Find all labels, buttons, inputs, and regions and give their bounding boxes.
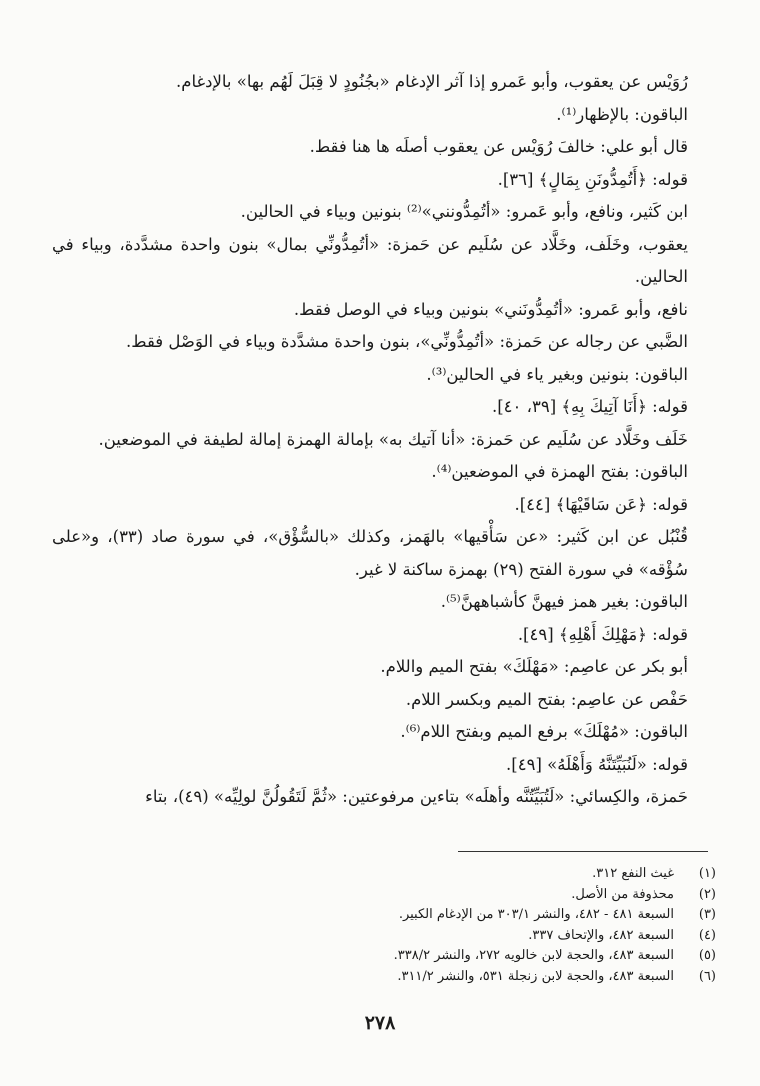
text-line: الباقون: بفتح الهمزة في الموضعين⁽⁴⁾.	[431, 462, 688, 481]
text-line: قُنْبُل عن ابن كَثير: «عن سَأْقيها» بالهَمز، وكذلك «بالسُّؤْق»، في سورة صاد (٣٣)، و«على سُؤْقه» في سورة الفتح (٢٩) بهمزة ساكنة لا غير.	[52, 527, 688, 579]
text-line: قوله: ﴿عَن سَاقَيْهَا﴾ [٤٤].	[514, 494, 688, 514]
body-text	[52, 66, 716, 814]
footnote-divider	[458, 851, 708, 852]
footnote-text: السبعة ٤٨٢، والإتحاف ٣٣٧.	[528, 927, 674, 943]
footnote	[52, 926, 716, 947]
text-line: قوله: ﴿أَنَا آتِيكَ بِهِ﴾ [٣٩، ٤٠].	[491, 397, 688, 416]
text-line: نافع، وأبو عَمرو: «أتُمِدُّونَني» بنونين وبياء في الوصل فقط.	[293, 299, 688, 319]
text-line: الباقون: بالإظهار⁽¹⁾.	[556, 104, 688, 124]
footnote	[52, 885, 716, 906]
text-line: رُوَيْس عن يعقوب، وأبو عَمرو إذا آثر الإدغام «بجُنُودٍ لا قِبَلَ لَهُم بها» بالإدغام.	[176, 72, 688, 91]
text-line: قوله: ﴿مَهْلِكَ أَهْلِهِ﴾ [٤٩].	[517, 624, 688, 644]
footnote-number: (٣)	[698, 907, 716, 922]
text-line: الباقون: بنونين وبغير ياء في الحالين⁽³⁾.	[426, 364, 688, 384]
footnote	[52, 905, 716, 926]
text-line: يعقوب، وخَلَف، وخَلَّاد عن سُلَيم عن حَمزة: «أتُمِدُّونِّي بمال» بنون واحدة مشدَّدة، وبياء في الحالين.	[52, 234, 688, 286]
footnote	[52, 946, 716, 967]
text-line: قوله: ﴿أَتُمِدُّونَنِ بِمَالٍ﴾ [٣٦].	[497, 169, 688, 189]
footnote-number: (٥)	[698, 948, 716, 963]
footnote-text: السبعة ٤٨١ - ٤٨٢، والنشر ٣٠٣/١ من الإدغام الكبير.	[398, 907, 674, 922]
text-line: خَلَف وخَلَّاد عن سُلَيم عن حَمزة: «أنا آتيك به» بإمالة الهمزة إمالة لطيفة في الموضعين.	[98, 429, 688, 449]
text-line: حَمزة، والكِسائي: «لَتُبَيِّتُنَّه وأهلَه» بتاءين مرفوعتين: «ثُمَّ لَتَقُولُنَّ لولِيِّه» (٤٩)، بتاء	[145, 787, 688, 806]
text-line: ابن كَثير، ونافع، وأبو عَمرو: «أتُمِدُّونني»⁽²⁾ بنونين وبياء في الحالين.	[240, 202, 688, 221]
text-line: الباقون: «مُهْلَكَ» برفع الميم وبفتح اللام⁽⁶⁾.	[400, 722, 688, 741]
page-number: ٢٧٨	[364, 1012, 396, 1034]
text-line: قال أبو علي: خالفَ رُوَيْس عن يعقوب أصلَه ها هنا فقط.	[309, 137, 688, 156]
text-line: أبو بكر عن عاصِم: «مَهْلَكَ» بفتح الميم واللام.	[380, 657, 688, 676]
footnote-number: (٤)	[698, 927, 716, 943]
text-line: قوله: «لَنُبَيِّتَنَّهُ وَأَهْلَهُ» [٤٩].	[506, 754, 688, 774]
footnotes	[52, 864, 716, 987]
footnote	[52, 967, 716, 988]
text-line: الباقون: بغير همز فيهنَّ كأشباههنَّ⁽⁵⁾.	[440, 592, 688, 611]
footnote-text: السبعة ٤٨٣، والحجة لابن خالويه ٢٧٢، والنشر ٣٣٨/٢.	[393, 948, 674, 963]
footnote-number: (٦)	[698, 968, 716, 984]
text-line: حَفْص عن عاصِم: بفتح الميم وبكسر اللام.	[405, 689, 688, 709]
footnote-text: السبعة ٤٨٣، والحجة لابن زنجلة ٥٣١، والنشر ٣١١/٢.	[397, 968, 674, 984]
footnote-text: غيث النفع ٣١٢.	[592, 866, 674, 881]
footnote-text: محذوفة من الأصل.	[571, 886, 674, 902]
footnote	[52, 864, 716, 885]
footnote-number: (١)	[698, 866, 716, 881]
text-line: الضَّبي عن رجاله عن حَمزة: «أتُمِدُّونِّي»، بنون واحدة مشدَّدة وبياء في الوَصْل فقط.	[126, 332, 688, 351]
footnote-number: (٢)	[698, 886, 716, 902]
